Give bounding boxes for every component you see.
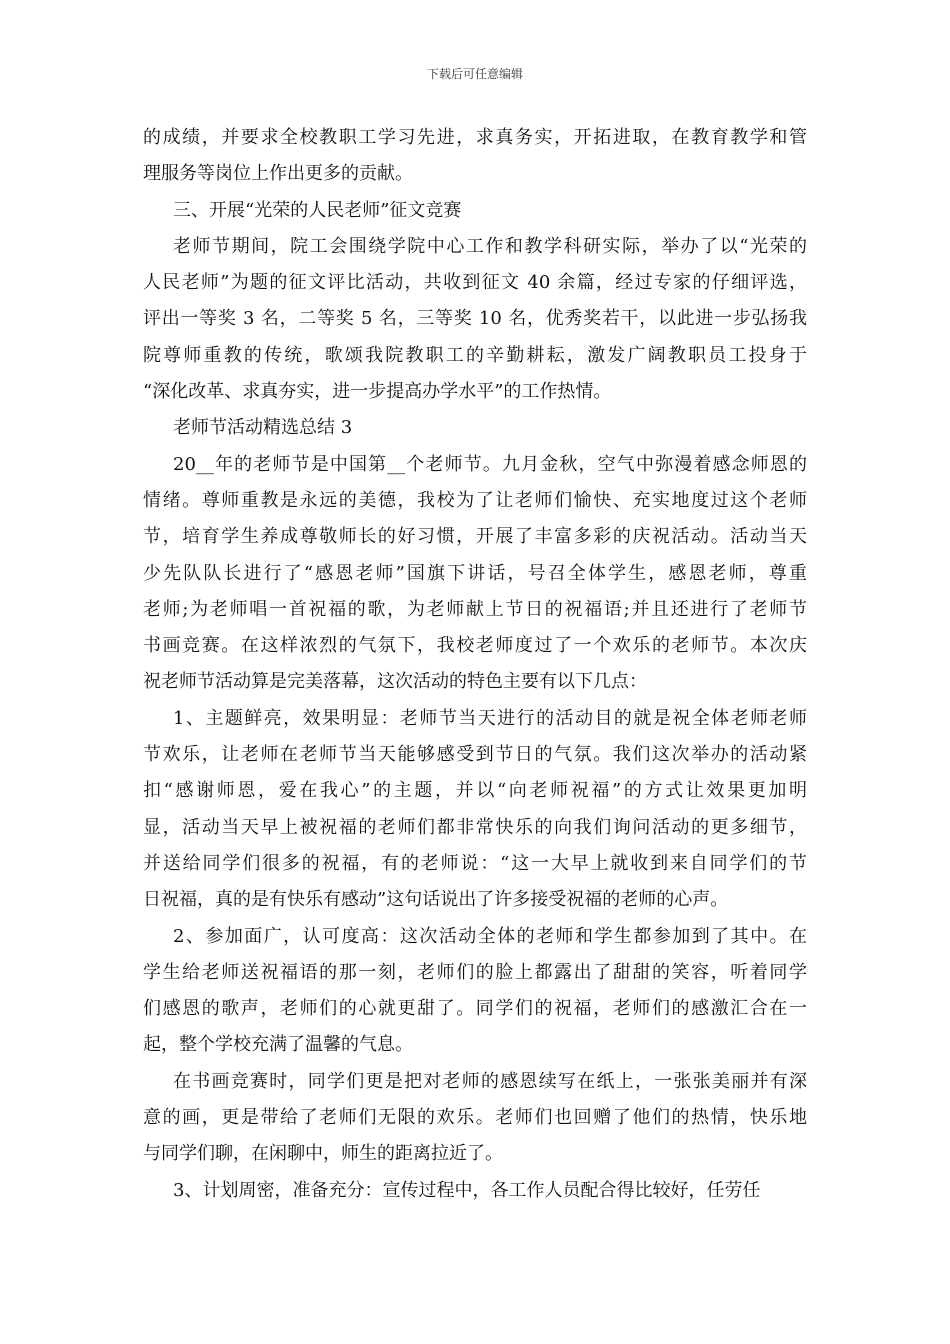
paragraph [143,1064,807,1173]
text-line: 三、开展“光荣的人民老师”征文竞赛 [173,199,462,221]
text-line: 的成绩，并要求全校教职工学习先进，求真务实，开拓进取，在教育教学和管 [143,127,807,148]
text-line: 院尊师重教的传统，歌颂我院教职工的辛勤耕耘，激发广阔教职员工投身于 [143,344,807,366]
paragraph [143,120,807,193]
text-line: 3、计划周密，准备充分：宣传过程中，各工作人员配合得比较好，任劳任 [173,1179,761,1201]
text-line: 人民老师”为题的征文评比活动，共收到征文 40 余篇，经过专家的仔细评选， [143,272,807,294]
paragraph [143,447,807,701]
text-line: 老师节期间，院工会围绕学院中心工作和教学科研实际，举办了以“光荣的 [173,235,807,257]
text-line: 书画竞赛。在这样浓烈的气氛下，我校老师度过了一个欢乐的老师节。本次庆 [143,635,807,657]
text-line: 1、主题鲜亮，效果明显：老师节当天进行的活动目的就是祝全体老师老师 [173,707,807,729]
text-line: 意的画，更是带给了老师们无限的欢乐。老师们也回赠了他们的热情，快乐地 [143,1107,807,1129]
text-line: 并送给同学们很多的祝福，有的老师说：“这一大早上就收到来自同学们的节 [143,852,807,874]
text-line: 起，整个学校充满了温馨的气息。 [143,1034,413,1056]
text-line: 与同学们聊，在闲聊中，师生的距离拉近了。 [143,1143,503,1165]
text-line: 2、参加面广，认可度高：这次活动全体的老师和学生都参加到了其中。在 [173,925,807,947]
text-line: “深化改革、求真夯实，进一步提高办学水平”的工作热情。 [143,381,612,403]
text-line: 在书画竞赛时，同学们更是把对老师的感恩续写在纸上，一张张美丽并有深 [173,1070,807,1092]
paragraph [143,919,807,1064]
text-line: 们感恩的歌声，老师们的心就更甜了。同学们的祝福，老师们的感激汇合在一 [143,998,807,1020]
text-line: 扣“感谢师恩，爱在我心”的主题，并以“向老师祝福”的方式让效果更加明 [143,780,807,802]
page-header: 下载后可任意编辑 [426,67,523,81]
section-heading [143,410,807,446]
text-line: 节，培育学生养成尊敬师长的好习惯，开展了丰富多彩的庆祝活动。活动当天 [143,526,807,548]
text-line: 理服务等岗位上作出更多的贡献。 [143,163,413,185]
text-line: 节欢乐，让老师在老师节当天能够感受到节日的气氛。我们这次举办的活动紧 [143,744,807,766]
text-line: 老师;为老师唱一首祝福的歌，为老师献上节日的祝福语;并且还进行了老师节 [143,598,807,620]
paragraph [143,1173,807,1209]
document-body [143,120,807,1209]
text-line: 老师节活动精选总结 3 [173,417,353,439]
text-line: 学生给老师送祝福语的那一刻，老师们的脸上都露出了甜甜的笑容，听着同学 [143,961,807,983]
text-line: 显，活动当天早上被祝福的老师们都非常快乐的向我们询问活动的更多细节， [143,816,807,838]
text-line: 20__年的老师节是中国第__个老师节。九月金秋，空气中弥漫着感念师恩的 [173,453,807,475]
text-line: 日祝福，真的是有快乐有感动”这句话说出了许多接受祝福的老师的心声。 [143,889,729,911]
paragraph [143,701,807,919]
text-line: 祝老师节活动算是完美落幕，这次活动的特色主要有以下几点： [143,671,647,693]
text-line: 少先队队长进行了“感恩老师”国旗下讲话，号召全体学生，感恩老师，尊重 [143,562,807,584]
text-line: 评出一等奖 3 名，二等奖 5 名，三等奖 10 名，优秀奖若干，以此进一步弘扬我 [143,308,807,330]
paragraph [143,229,807,410]
text-line: 情绪。尊师重教是永远的美德，我校为了让老师们愉快、充实地度过这个老师 [143,489,807,511]
section-heading [143,193,807,229]
